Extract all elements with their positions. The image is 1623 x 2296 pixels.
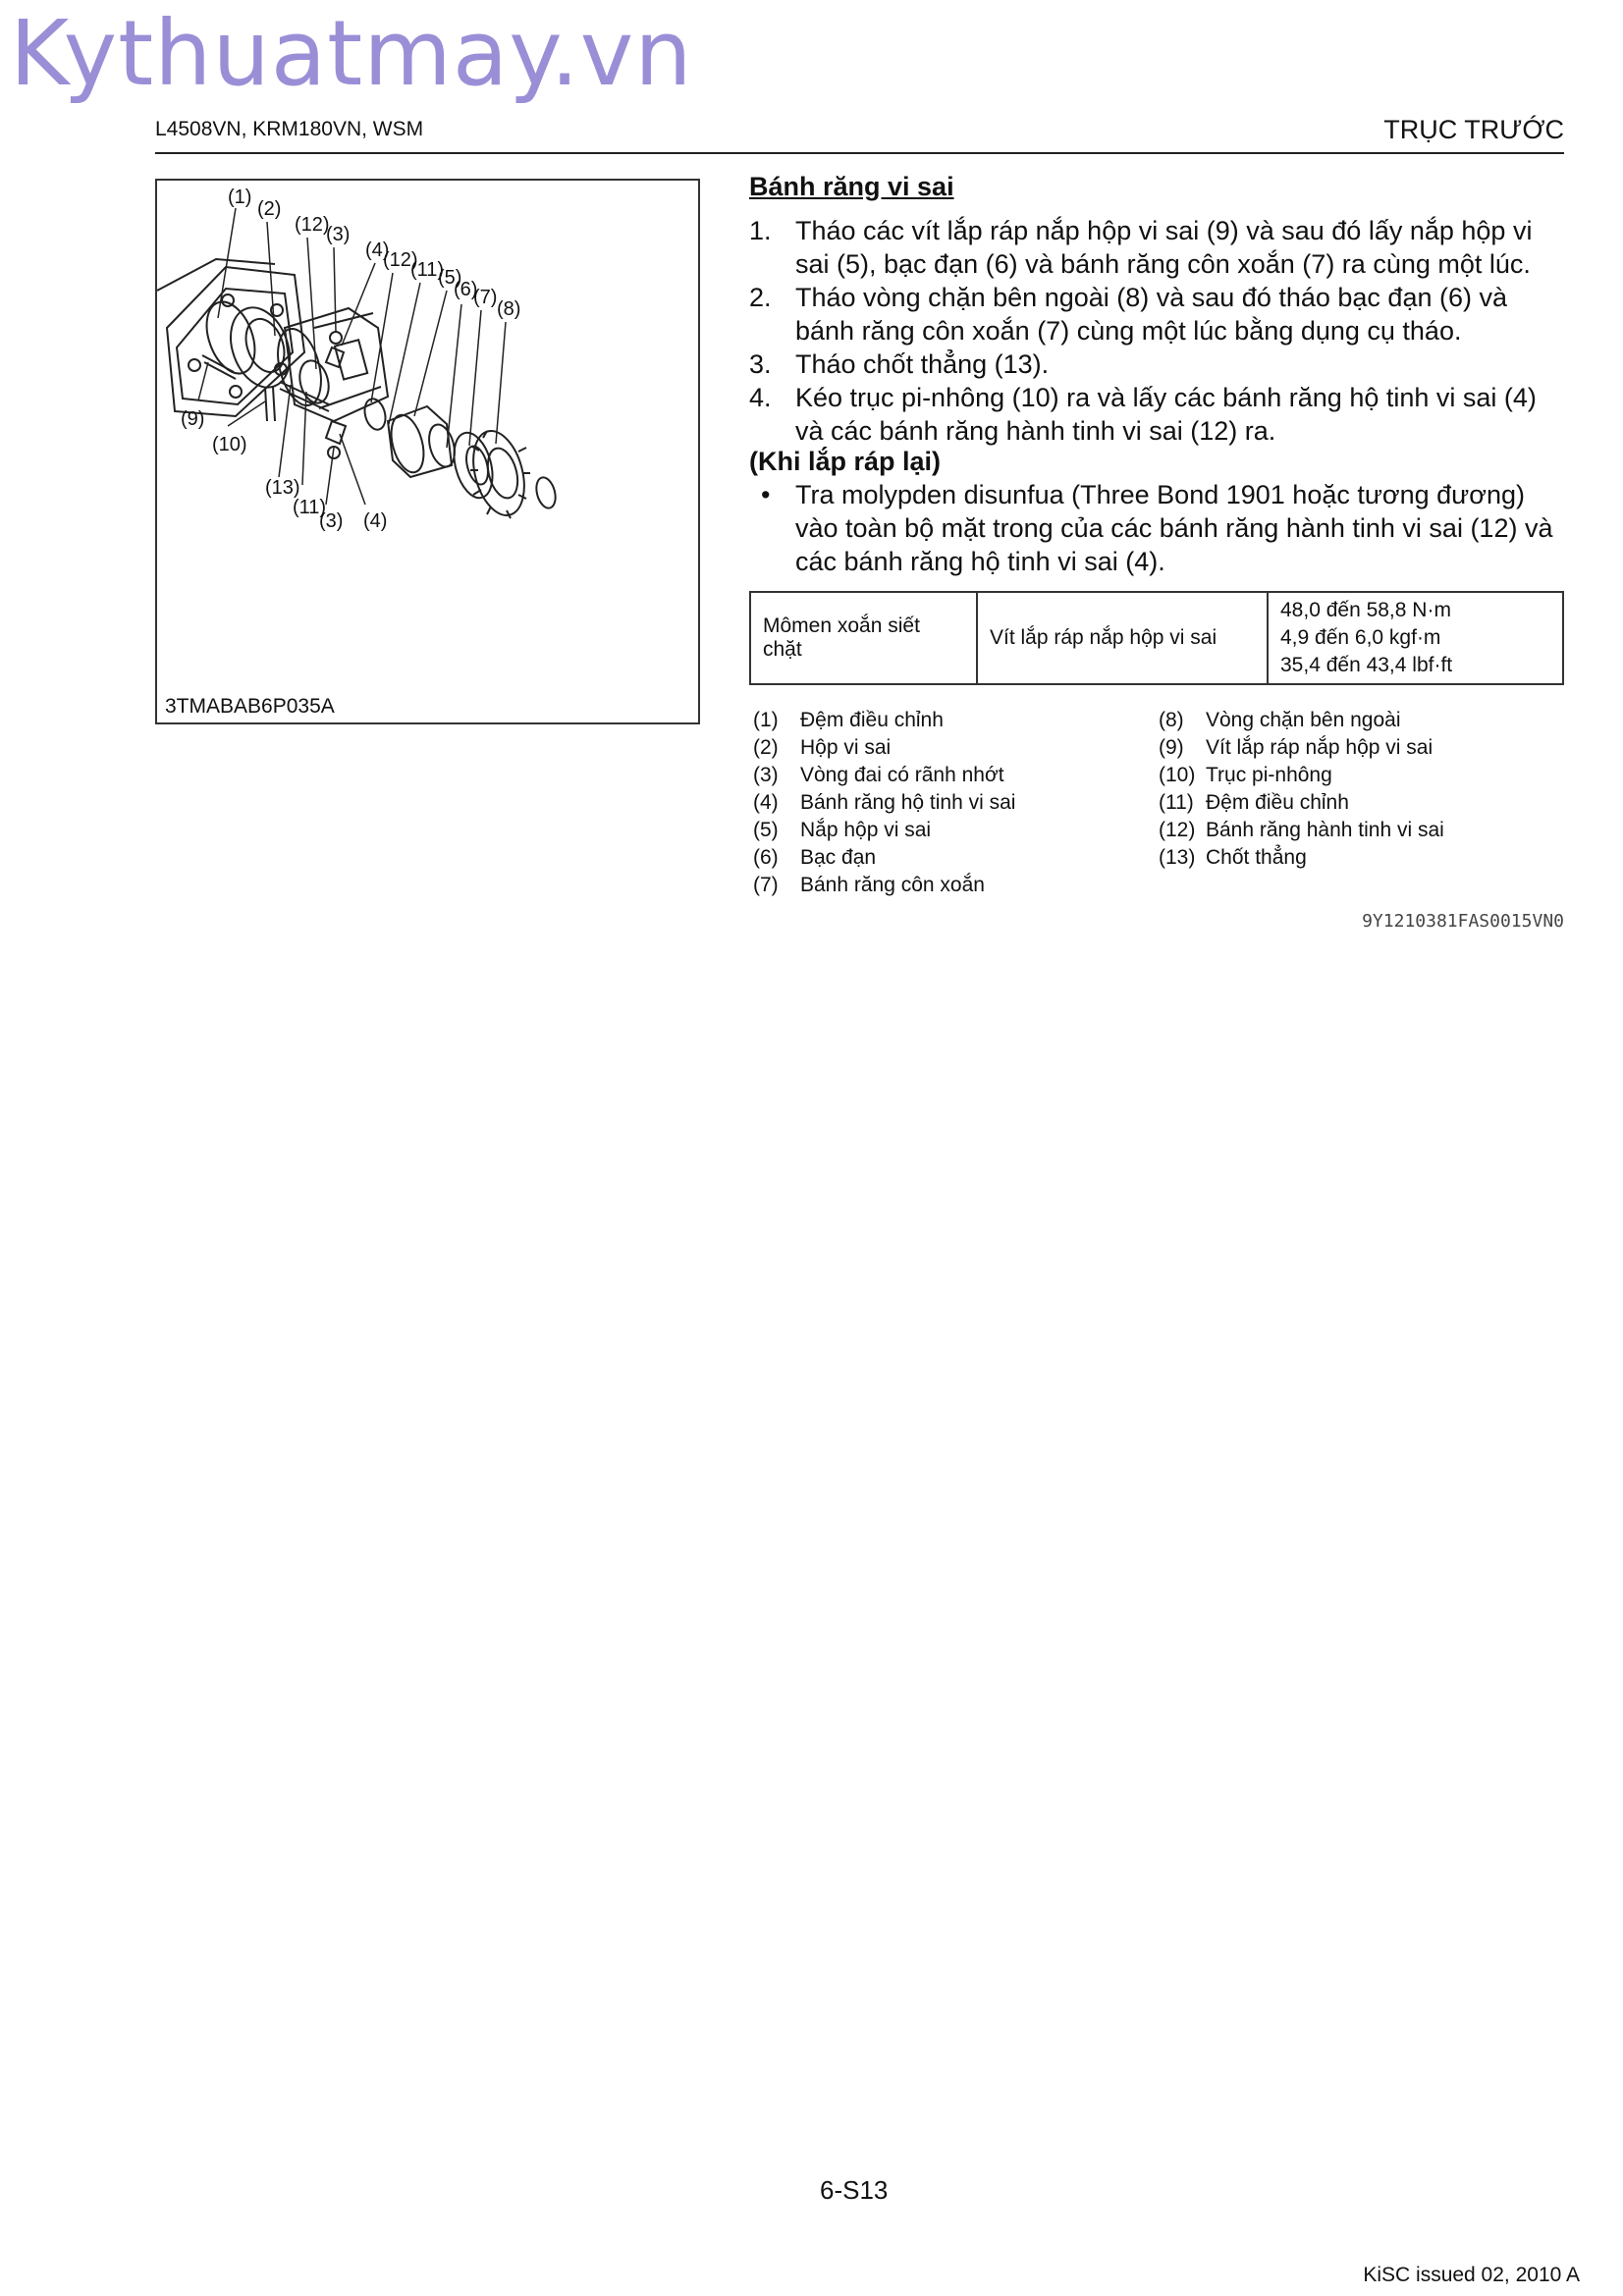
part-number: (12) [1159,819,1196,841]
step-text: Tháo chốt thẳng (13). [795,349,1050,379]
part-name: Bánh răng hành tinh vi sai [1206,819,1444,841]
part-number: (3) [753,764,779,786]
step-text: Tháo vòng chặn bên ngoài (8) và sau đó tháo bạc đạn (6) và bánh răng côn xoắn (7) cùng một lúc bằng dụng cụ tháo. [795,283,1507,346]
list-item [753,817,1146,844]
list-item [753,734,1146,762]
callout-9: (9) [181,408,205,430]
step-number: 2. [749,283,772,312]
part-name: Đệm điều chỉnh [800,709,944,731]
part-name: Vít lắp ráp nắp hộp vi sai [1206,736,1434,759]
step-text: Kéo trục pi-nhông (10) ra và lấy các bánh răng hộ tinh vi sai (4) và các bánh răng hành tinh vi sai (12) ra. [795,383,1537,446]
list-item [1159,734,1561,762]
part-name: Trục pi-nhông [1206,764,1332,786]
header-rule [155,152,1564,154]
torque-label: Mômen xoắn siết chặt [750,592,977,684]
torque-values [1268,592,1563,684]
callout-11b: (11) [293,497,327,518]
part-number: (9) [1159,736,1184,759]
list-item [1159,762,1561,789]
page-number: 6-S13 [820,2175,889,2205]
part-name: Chốt thẳng [1206,846,1307,869]
parts-list-right [1159,707,1561,872]
torque-value-lbfft: 35,4 đến 43,4 lbf·ft [1280,654,1453,676]
step-number: 3. [749,349,772,379]
list-item [753,844,1146,872]
callout-12b: (12) [383,249,418,271]
part-name: Vòng chặn bên ngoài [1206,709,1401,731]
part-number: (1) [753,709,779,731]
callout-2: (2) [257,198,282,220]
reference-code: 9Y1210381FAS0015VN0 [1362,911,1564,932]
callout-5: (5) [438,267,462,289]
step-text: Tháo các vít lắp ráp nắp hộp vi sai (9) và sau đó lấy nắp hộp vi sai (5), bạc đạn (6) và bánh răng côn xoắn (7) ra cùng một lúc. [795,216,1533,279]
callout-4b: (4) [363,510,388,532]
list-item [1159,707,1561,734]
part-number: (4) [753,791,779,814]
callout-6: (6) [454,279,478,300]
list-item [1159,817,1561,844]
part-name: Hộp vi sai [800,736,892,759]
note-item [749,478,1564,578]
part-number: (10) [1159,764,1196,786]
part-name: Vòng đai có rãnh nhớt [800,764,1004,786]
list-item [753,707,1146,734]
header-models: L4508VN, KRM180VN, WSM [155,118,424,140]
list-item [1159,844,1561,872]
bullet-mark: • [761,480,771,509]
part-name: Bánh răng hộ tinh vi sai [800,791,1016,814]
torque-item: Vít lắp ráp nắp hộp vi sai [977,592,1268,684]
part-name: Đệm điều chỉnh [1206,791,1349,814]
parts-list-left [753,707,1146,899]
step-number: 4. [749,383,772,412]
part-number: (11) [1159,791,1194,814]
callout-4: (4) [365,240,390,261]
part-number: (6) [753,846,779,869]
step-item [749,347,1564,381]
list-item [1159,789,1561,817]
callout-10: (10) [212,434,247,455]
torque-table [749,591,1564,685]
callout-7: (7) [473,287,498,308]
figure-code: 3TMABAB6P035A [165,695,335,718]
part-number: (8) [1159,709,1184,731]
callout-13: (13) [265,477,300,499]
list-item [753,789,1146,817]
part-number: (2) [753,736,779,759]
torque-value-nm: 48,0 đến 58,8 N·m [1280,599,1451,621]
step-item [749,214,1564,281]
reassembly-title: (Khi lắp ráp lại) [749,447,942,476]
part-name: Bánh răng côn xoắn [800,874,985,896]
exploded-diagram [155,179,700,724]
disassembly-steps [749,214,1564,448]
callout-8: (8) [497,298,521,320]
step-number: 1. [749,216,772,245]
footer-issue: KiSC issued 02, 2010 A [1363,2264,1580,2286]
part-number: (5) [753,819,779,841]
callout-12: (12) [295,214,330,236]
part-name: Nắp hộp vi sai [800,819,932,841]
list-item [753,762,1146,789]
watermark: Kythuatmay.vn [10,1,693,106]
callout-3b: (3) [319,510,344,532]
callout-1: (1) [228,187,252,208]
part-number: (13) [1159,846,1196,869]
note-text: Tra molypden disunfua (Three Bond 1901 hoặc tương đương) vào toàn bộ mặt trong của các bánh răng hành tinh vi sai (12) và các bánh răng hộ tinh vi sai (4). [795,480,1553,576]
section-title: Bánh răng vi sai [749,172,954,201]
torque-value-kgfm: 4,9 đến 6,0 kgf·m [1280,626,1441,649]
torque-row [750,592,1563,684]
callout-11: (11) [410,259,445,281]
step-item [749,381,1564,448]
header-section: TRỤC TRƯỚC [1383,115,1564,144]
step-item [749,281,1564,347]
reassembly-notes [749,478,1564,578]
part-name: Bạc đạn [800,846,877,869]
part-number: (7) [753,874,779,896]
list-item [753,872,1146,899]
callout-3: (3) [326,224,351,245]
